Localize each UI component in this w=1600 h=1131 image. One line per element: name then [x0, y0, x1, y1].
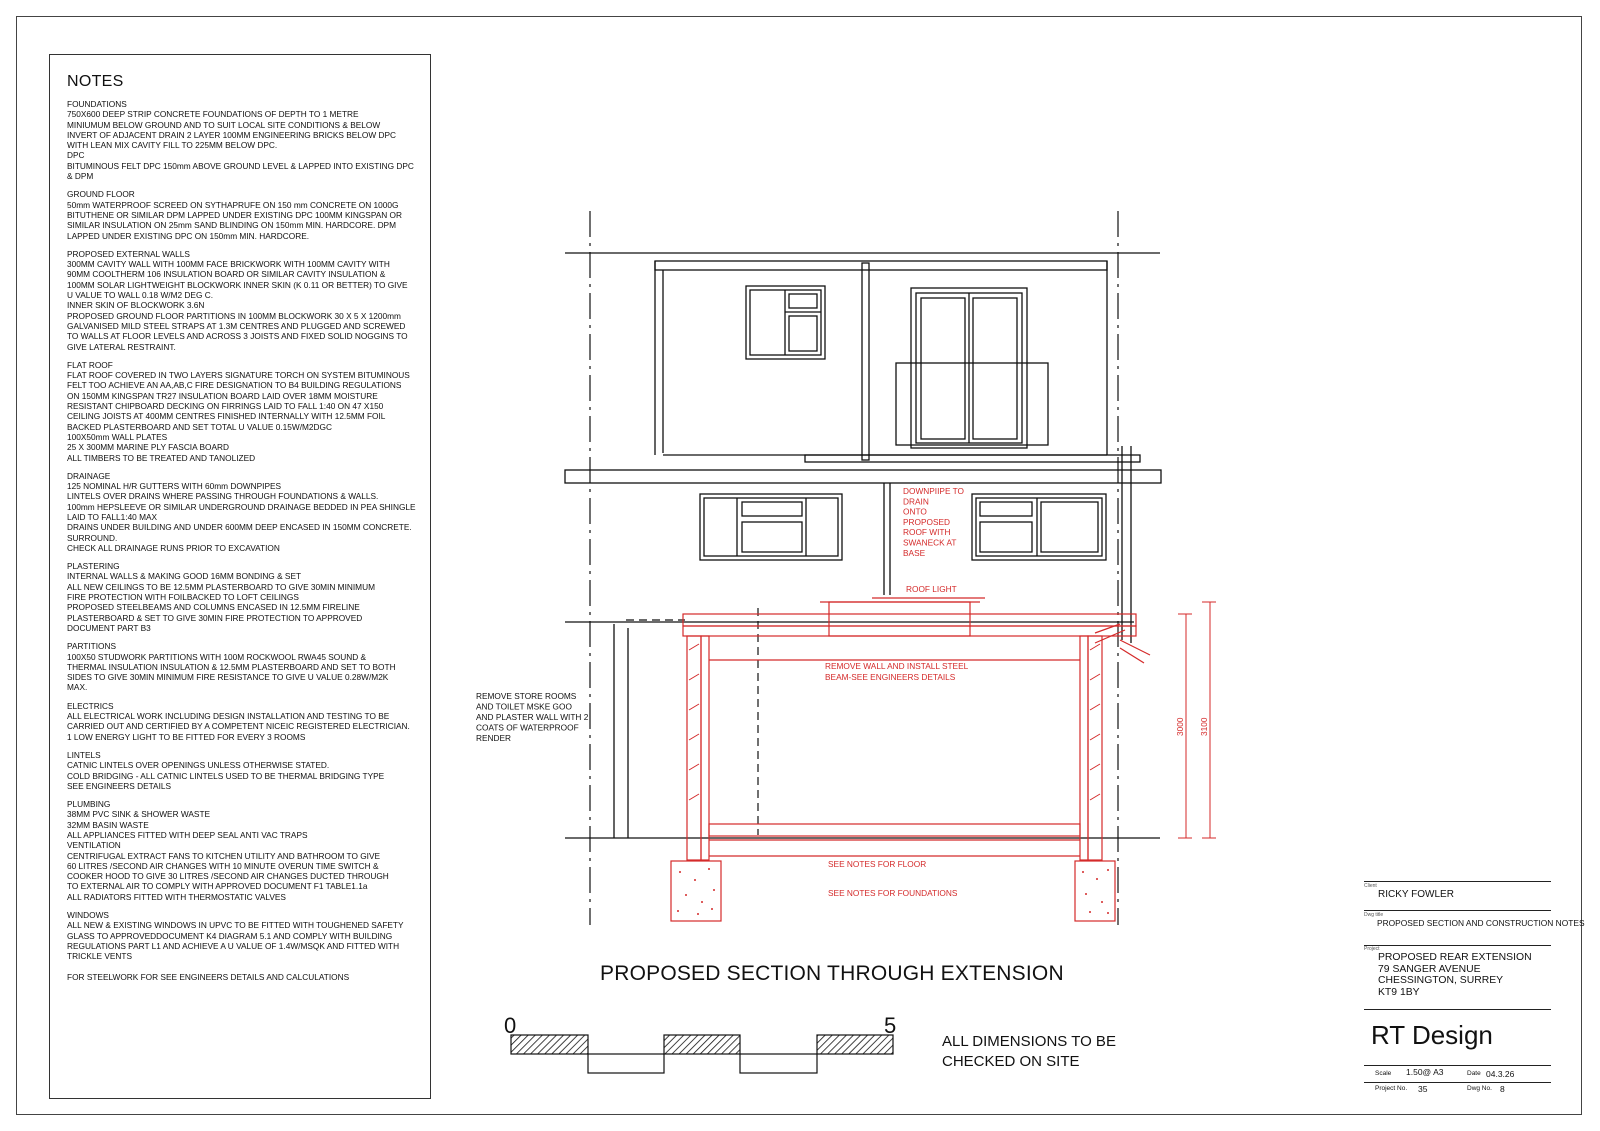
downpipe-note	[903, 486, 965, 558]
scale-bar	[511, 1035, 893, 1073]
scale-end: 5	[884, 1013, 897, 1038]
notes-section-title: WINDOWS	[67, 910, 109, 921]
foundation-note: SEE NOTES FOR FOUNDATIONS	[828, 888, 958, 898]
notes-section-title: GROUND FLOOR	[67, 189, 135, 200]
notes-section-title: PROPOSED EXTERNAL WALLS	[67, 248, 190, 259]
dwg-title: PROPOSED SECTION AND CONSTRUCTION NOTES	[1377, 918, 1585, 928]
annotation-line: SWANECK AT	[903, 537, 957, 548]
dimension-3100: 3100	[1199, 717, 1209, 736]
roof-light-label: ROOF LIGHT	[906, 584, 957, 594]
annotation-line: REMOVE WALL AND INSTALL STEEL	[825, 661, 969, 671]
notes-section-title: PARTITIONS	[67, 641, 117, 652]
notes-section-title: PLASTERING	[67, 561, 120, 572]
notes-section-title: LINTELS	[67, 749, 101, 760]
annotation-line: COATS OF WATERPROOF	[476, 722, 579, 733]
scale-start: 0	[504, 1013, 517, 1038]
annotation-line: AND TOILET MSKE GOO	[476, 701, 572, 712]
scale-value: 1.50@ A3	[1406, 1067, 1444, 1077]
notes-section-body: INTERNAL WALLS & MAKING GOOD 16MM BONDING & SET ALL NEW CEILINGS TO BE 12.5MM PLASTERBOARD TO GIVE 30MIN MINIMUM FIRE PROTECTION WITH FOILBACKED TO LOFT CEILINGS PROPOSED STEELBEAMS AND COLUMNS ENCASED IN 12.5MM FIRELINE PLASTERBOARD & SET TO GIVE 30MIN FIRE PROTECTION TO APPROVED DOCUMENT PART B3	[67, 571, 375, 633]
annotation-line: RENDER	[476, 733, 512, 743]
annotation-line: DRAIN	[903, 496, 929, 507]
project-number: 35	[1418, 1084, 1428, 1094]
dwg-title-block: Dwg title PROPOSED SECTION AND CONSTRUCTION NOTES	[1364, 912, 1585, 928]
drawing-number: 8	[1500, 1084, 1505, 1094]
roof-light-upstand	[829, 602, 970, 636]
floor-note: SEE NOTES FOR FLOOR	[828, 859, 927, 869]
notes-section-title: FOUNDATIONS	[67, 99, 127, 109]
upper-left-window	[746, 286, 825, 359]
notes-section-body: 750X600 DEEP STRIP CONCRETE FOUNDATIONS OF DEPTH TO 1 METRE MINIUMUM BELOW GROUND AND TO SUIT LOCAL SITE CONDITIONS & BELOW INVERT OF ADJACENT DRAIN 2 LAYER 100MM ENGINEERING BRICKS BELOW DPC WITH LEAN MIX CAVITY FILL TO 225MM BELOW DPC. DPC BITUMINOUS FELT DPC 150mm ABOVE GROUND LEVEL & LAPPED INTO EXISTING DPC & DPM	[67, 109, 414, 182]
soil-stack	[862, 263, 869, 460]
notes-section-body: 38MM PVC SINK & SHOWER WASTE 32MM BASIN WASTE ALL APPLIANCES FITTED WITH DEEP SEAL ANTI VAC TRAPS VENTILATION CENTRIFUGAL EXTRACT FANS TO KITCHEN UTILITY AND BATHROOM TO GIVE 60 LITRES /SECOND AIR CHANGES WITH 10 MINUTE OVERUN TIME SWITCH & COOKER HOOD TO GIVE 30 LITRES /SECOND AIR CHANGES DUCTED THROUGH TO EXTERNAL AIR TO COMPLY WITH APPROVED DOCUMENT F1 TABLE1.1a ALL RADIATORS FITTED WITH THERMOSTATIC VALVES	[67, 809, 389, 902]
notes-section-body: ALL ELECTRICAL WORK INCLUDING DESIGN INSTALLATION AND TESTING TO BE CARRIED OUT AND CERTIFIED BY A COMPETENT NICEIC REGISTERED ELECTRICIAN. 1 LOW ENERGY LIGHT TO BE FITTED FOR EVERY 3 ROOMS	[67, 711, 410, 742]
notes-section-body: 300MM CAVITY WALL WITH 100MM FACE BRICKWORK WITH 100MM CAVITY WITH 90MM COOLTHERM 106 INSULATION BOARD OR SIMILAR CAVITY INSULATION & 100MM SOLAR LIGHTWEIGHT BLOCKWORK INNER SKIN (K 0.11 OR BETTER) TO GIVE U VALUE TO WALL 0.18 W/M2 DEG C. INNER SKIN OF BLOCKWORK 3.6N PROPOSED GROUND FLOOR PARTITIONS IN 100MM BLOCKWORK 30 X 5 X 1200mm GALVANISED MILD STEEL STRAPS AT 1.3M CENTRES AND PLUGGED AND SCREWED TO WALLS AT FLOOR LEVELS AND ACROSS 3 JOISTS AND FIXED SOLID NOGGINS TO GIVE LATERAL RESTRAINT.	[67, 259, 408, 352]
client-block: Client RICKY FOWLER	[1364, 883, 1551, 900]
notes-section-title: DRAINAGE	[67, 470, 111, 481]
notes-heading: NOTES	[67, 73, 124, 90]
annotation-line: PROPOSED	[903, 516, 951, 527]
project-address	[1378, 952, 1551, 998]
right-wall-outer	[1088, 636, 1102, 860]
company-name: RT Design	[1371, 1020, 1493, 1050]
notes-section-title: FLAT ROOF	[67, 359, 113, 370]
dimensions-note: ALL DIMENSIONS TO BE CHECKED ON SITE	[942, 1033, 1116, 1070]
left-wall-outer	[687, 636, 701, 860]
project-line: PROPOSED REAR EXTENSION	[1378, 952, 1532, 963]
lower-right-window	[972, 494, 1106, 560]
project-line: KT9 1BY	[1378, 986, 1420, 998]
existing-house	[565, 253, 1161, 838]
floor-slab	[709, 824, 1080, 836]
annotation-line: REMOVE STORE ROOMS	[476, 691, 577, 701]
annotation-line: ROOF WITH	[903, 527, 951, 538]
notes-section-body: 100X50 STUDWORK PARTITIONS WITH 100M ROCKWOOL RWA45 SOUND & THERMAL INSULATION INSULATION & 12.5MM PLASTERBOARD AND SET TO BOTH SIDES TO GIVE 30MIN MINIMUM FIRE RESISTANCE TO GIVE U VALUE 0.28W/M2K MAX.	[67, 651, 396, 693]
notes-section-body: CATNIC LINTELS OVER OPENINGS UNLESS OTHERWISE STATED. COLD BRIDGING - ALL CATNIC LINTELS USED TO BE THERMAL BRIDGING TYPE SEE ENGINEERS DETAILS	[67, 760, 385, 791]
notes-section-title: ELECTRICS	[67, 700, 114, 711]
date-value: 04.3.26	[1486, 1069, 1515, 1079]
flat-roof-deck	[683, 614, 1136, 626]
annotation-line: BEAM-SEE ENGINEERS DETAILS	[825, 672, 956, 682]
remove-store-note	[476, 691, 589, 743]
notes-section-title: PLUMBING	[67, 799, 111, 810]
juliet-balcony-doors	[896, 288, 1048, 448]
project-line: 79 SANGER AVENUE	[1378, 963, 1481, 975]
notes-section-body: FLAT ROOF COVERED IN TWO LAYERS SIGNATURE TORCH ON SYSTEM BITUMINOUS FELT TOO ACHIEVE AN AA,AB,C FIRE DESIGNATION TO B4 BUILDING REGULATIONS ON 150MM KINGSPAN TR27 INSULATION BOARD LAID OVER 18MM MOISTURE RESISTANT CHIPBOARD DECKING ON FIRRINGS LAID TO FALL 1:40 ON 47 X150 CEILING JOISTS AT 400MM CENTRES FINISHED INTERNALLY WITH 12.5MM FOIL BACKED PLASTERBOARD AND SET TOTAL U VALUE 0.15W/M2DGC 100X50mm WALL PLATES 25 X 300MM MARINE PLY FASCIA BOARD ALL TIMBERS TO BE TREATED AND TANOLIZED	[67, 370, 410, 463]
project-block: Project PROPOSED REAR EXTENSION 79 SANGER AVENUE CHESSINGTON, SURREY KT9 1BY	[1364, 946, 1551, 998]
annotation-line: DOWNPIIPE TO	[903, 486, 965, 496]
proposed-extension	[671, 598, 1150, 921]
annotation-line: ONTO	[903, 506, 927, 517]
annotation-line: AND PLASTER WALL WITH 2	[476, 712, 589, 722]
annotation-line: BASE	[903, 547, 926, 558]
notes-section-body: 50mm WATERPROOF SCREED ON SYTHAPRUFE ON 150 mm CONCRETE ON 1000G BITUTHENE OR SIMILAR DPM LAPPED UNDER EXISTING DPC 100MM KINGSPAN OR SIMILAR INSULATION ON 25mm SAND BLINDING ON 150mm MIN. HARDCORE. DPM LAPPED UNDER EXISTING DPC ON 150mm MIN. HARDCORE.	[67, 199, 403, 241]
first-floor-band	[565, 470, 1161, 483]
drawing-title: PROPOSED SECTION THROUGH EXTENSION	[600, 962, 1064, 985]
notes-section-body: 125 NOMINAL H/R GUTTERS WITH 60mm DOWNPIPES LINTELS OVER DRAINS WHERE PASSING THROUGH FOUNDATIONS & WALLS. 100mm HEPSLEEVE OR SIMILAR UNDERGROUND DRAINAGE BEDDED IN PEA SHINGLE LAID TO FALL1:40 MAX DRAINS UNDER BUILDING AND UNDER 600MM DEEP ENCASED IN 150MM CONCRETE. SURROUND. CHECK ALL DRAINAGE RUNS PRIOR TO EXCAVATION	[67, 481, 416, 553]
client-name: RICKY FOWLER	[1378, 889, 1454, 900]
remove-wall-note	[825, 661, 969, 682]
notes-section-body: ALL NEW & EXISTING WINDOWS IN UPVC TO BE FITTED WITH TOUGHENED SAFETY GLASS TO APPROVEDDOCUMENT K4 DIAGRAM 5.1 AND COMPLY WITH BUILDING REGULATIONS PART L1 AND ACHIEVE A U VALUE OF 1.4W/MSQK AND FITTED WITH TRICKLE VENTS FOR STEELWORK FOR SEE ENGINEERS DETAILS AND CALCULATIONS	[67, 920, 404, 982]
project-line: CHESSINGTON, SURREY	[1378, 975, 1504, 986]
lower-left-window	[700, 494, 842, 560]
left-foundation	[671, 861, 721, 921]
dimension-3000: 3000	[1175, 717, 1185, 736]
